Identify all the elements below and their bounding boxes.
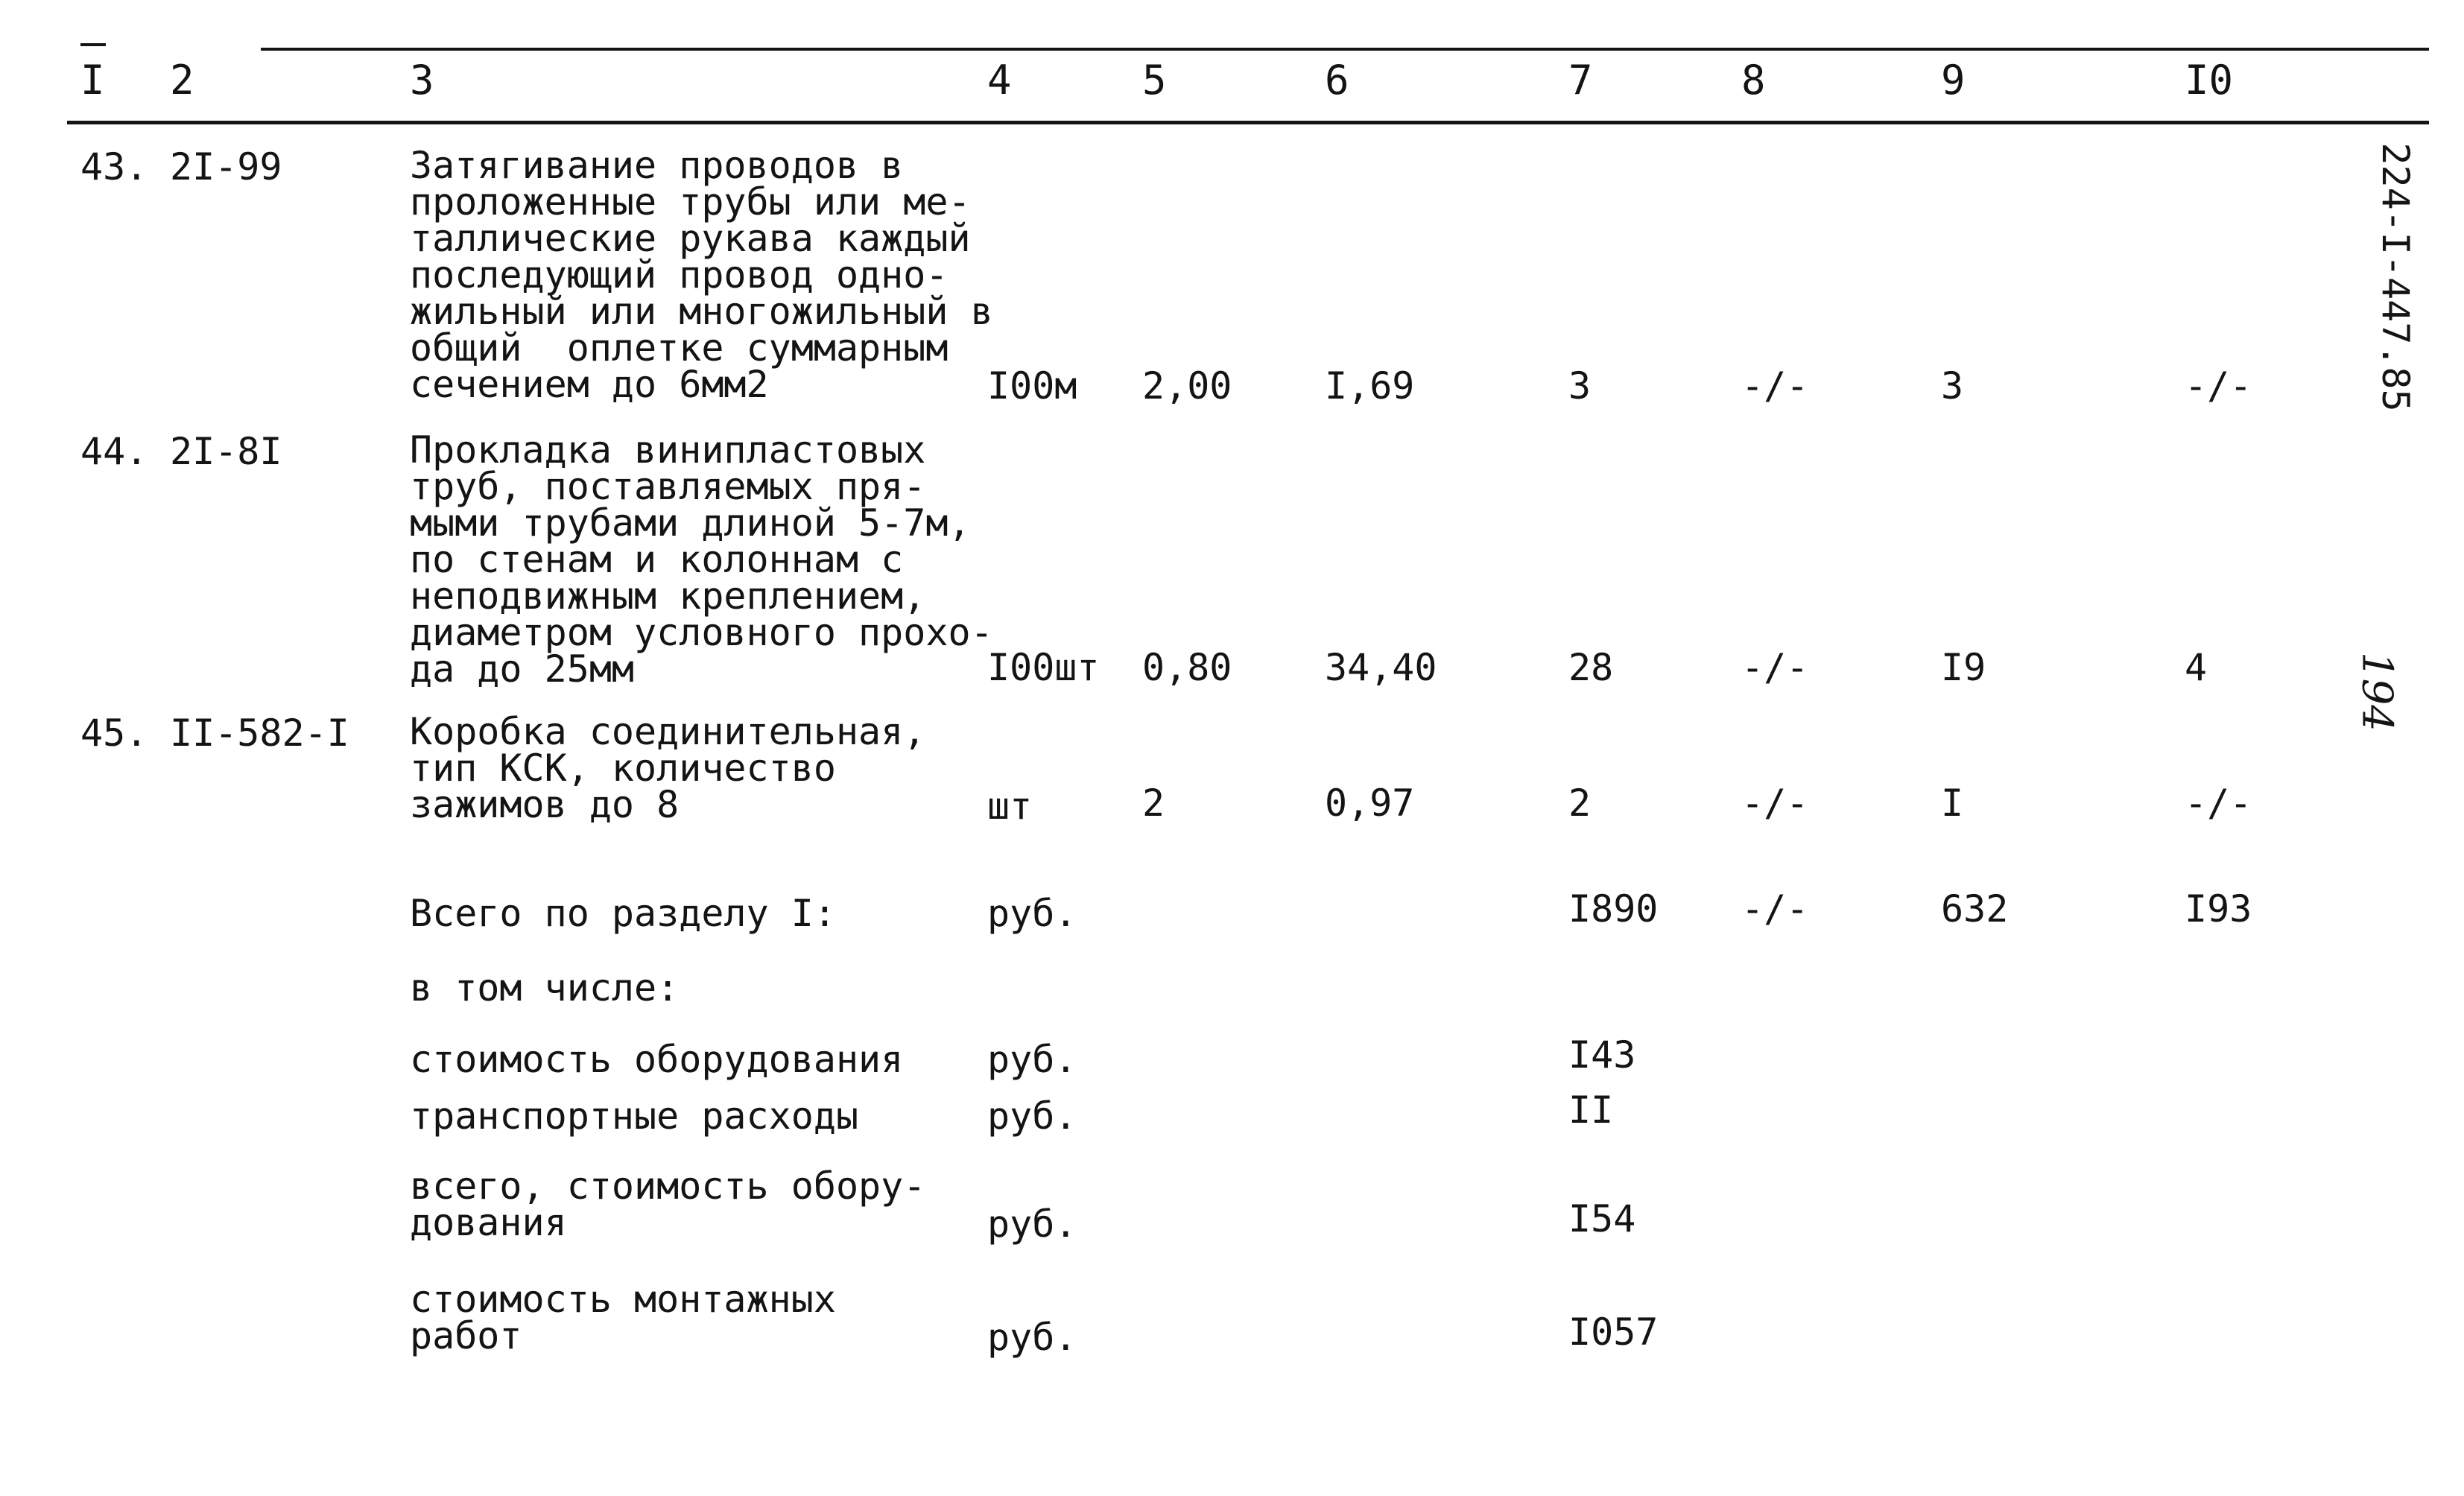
header-col-7: 7 bbox=[1568, 57, 1593, 104]
summary-total-label: Всего по разделу I: bbox=[410, 892, 836, 935]
row-number: 44. bbox=[80, 430, 148, 473]
row-unit: шт bbox=[987, 785, 1033, 828]
row-col5: 2,00 bbox=[1142, 364, 1232, 408]
row-col9: 3 bbox=[1941, 364, 1964, 408]
row-col5: 2 bbox=[1142, 782, 1165, 825]
summary-total-col9: 632 bbox=[1941, 887, 2009, 931]
row-col8: -/- bbox=[1741, 364, 1809, 408]
row-col6: I,69 bbox=[1325, 364, 1415, 408]
summary-transport-unit: руб. bbox=[987, 1094, 1077, 1138]
summary-total-col7: I890 bbox=[1568, 887, 1659, 931]
header-col-5: 5 bbox=[1142, 57, 1167, 104]
row-col6: 34,40 bbox=[1325, 646, 1437, 689]
summary-transport-col7: II bbox=[1568, 1088, 1614, 1132]
header-col-10: I0 bbox=[2185, 57, 2234, 104]
summary-equipment-label: стоимость оборудования bbox=[410, 1038, 904, 1081]
row-col8: -/- bbox=[1741, 782, 1809, 825]
row-unit: I00м bbox=[987, 364, 1077, 408]
row-description: Коробка соединительная, тип КСК, количество зажимов до 8 bbox=[410, 710, 926, 826]
header-col-8: 8 bbox=[1741, 57, 1766, 104]
header-col-9: 9 bbox=[1941, 57, 1966, 104]
row-col7: 28 bbox=[1568, 646, 1614, 689]
summary-installation-label: стоимость монтажных работ bbox=[410, 1278, 836, 1357]
summary-equipment-total-label: всего, стоимость обору- дования bbox=[410, 1164, 926, 1244]
summary-including-label: в том числе: bbox=[410, 966, 680, 1010]
header-col-2: 2 bbox=[170, 57, 194, 104]
header-top-tick bbox=[80, 43, 106, 46]
row-number: 45. bbox=[80, 711, 148, 755]
header-bottom-rule bbox=[67, 121, 2429, 124]
page-number: 194 bbox=[2352, 652, 2401, 732]
row-col10: -/- bbox=[2185, 782, 2252, 825]
row-description: Затягивание проводов в проложенные трубы или ме- таллические рукава каждый последующий провод одно- жильный или многожильный в общий оплетке суммарным сечением до 6мм2 bbox=[410, 144, 993, 406]
summary-equipment-col7: I43 bbox=[1568, 1033, 1636, 1077]
summary-equipment-total-col7: I54 bbox=[1568, 1197, 1636, 1240]
row-col7: 2 bbox=[1568, 782, 1592, 825]
summary-installation-col7: I057 bbox=[1568, 1310, 1659, 1354]
summary-installation-unit: руб. bbox=[987, 1316, 1077, 1359]
header-col-1: I bbox=[80, 57, 105, 104]
row-col6: 0,97 bbox=[1325, 782, 1415, 825]
summary-total-unit: руб. bbox=[987, 892, 1077, 935]
row-code: II-582-I bbox=[170, 711, 349, 755]
row-code: 2I-8I bbox=[170, 430, 282, 473]
header-col-6: 6 bbox=[1325, 57, 1349, 104]
row-code: 2I-99 bbox=[170, 145, 282, 188]
summary-total-col10: I93 bbox=[2185, 887, 2252, 931]
row-description: Прокладка винипластовых труб, поставляемых пря- мыми трубами длиной 5-7м, по стенам и колоннам с неподвижным креплением, диаметром условного прохо- да до 25мм bbox=[410, 428, 993, 691]
summary-total-col8: -/- bbox=[1741, 887, 1809, 931]
row-col10: -/- bbox=[2185, 364, 2252, 408]
row-col8: -/- bbox=[1741, 646, 1809, 689]
header-top-rule bbox=[261, 48, 2429, 51]
row-col9: I9 bbox=[1941, 646, 1986, 689]
summary-equipment-unit: руб. bbox=[987, 1038, 1077, 1081]
header-col-3: 3 bbox=[410, 57, 434, 104]
row-col7: 3 bbox=[1568, 364, 1592, 408]
row-unit: I00шт bbox=[987, 646, 1100, 689]
doc-number: 224-I-447.85 bbox=[2374, 142, 2417, 412]
row-col5: 0,80 bbox=[1142, 646, 1232, 689]
row-col10: 4 bbox=[2185, 646, 2208, 689]
summary-equipment-total-unit: руб. bbox=[987, 1202, 1077, 1246]
summary-transport-label: транспортные расходы bbox=[410, 1094, 859, 1138]
row-col9: I bbox=[1941, 782, 1964, 825]
row-number: 43. bbox=[80, 145, 148, 188]
header-col-4: 4 bbox=[987, 57, 1012, 104]
